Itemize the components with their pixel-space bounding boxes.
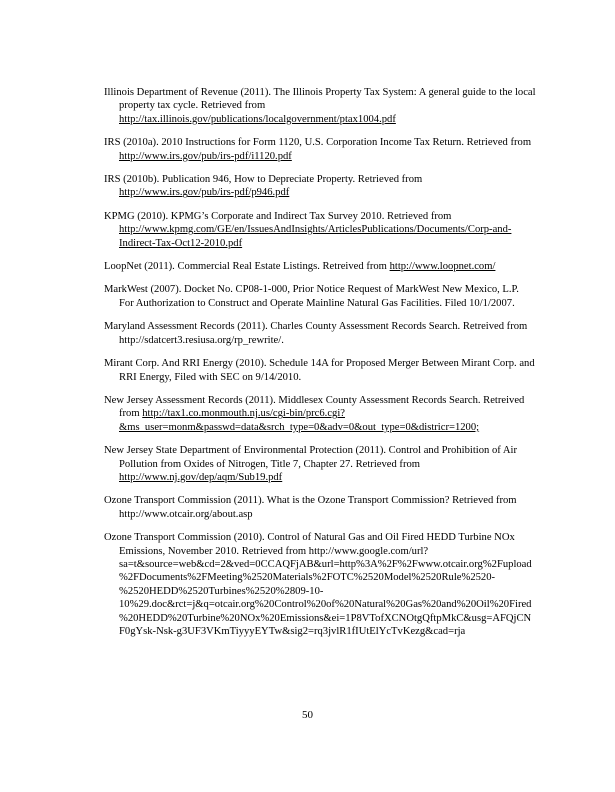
reference-text: Ozone Transport Commission (2010). Control of Natural Gas and Oil Fired HEDD Turbine NOx Emissions, November 2010. Retrieved from <box>104 532 515 557</box>
reference-url-link[interactable]: http://www.irs.gov/pub/irs-pdf/i1120.pdf <box>119 150 292 162</box>
reference-text: IRS (2010b). Publication 946, How to Depreciate Property. Retrieved from <box>104 174 423 186</box>
reference-text: Mirant Corp. And RRI Energy (2010). Schedule 14A for Proposed Merger Between Mirant Corp. and RRI Energy, Filed with SEC on 9/14/2010. <box>104 358 535 383</box>
reference-text: LoopNet (2011). Commercial Real Estate Listings. Retreived from <box>104 261 390 273</box>
reference-text: MarkWest (2007). Docket No. CP08-1-000, Prior Notice Request of MarkWest New Mexico, L.P. For Authorization to Construct and Operate Mainline Natural Gas Facilities. Filed 10/1/2007. <box>104 284 519 309</box>
reference-entry <box>104 86 536 126</box>
reference-entry <box>104 173 536 200</box>
reference-text: IRS (2010a). 2010 Instructions for Form 1120, U.S. Corporation Income Tax Return. Retrieved from <box>104 137 532 149</box>
reference-url-link[interactable]: http://www.kpmg.com/GE/en/IssuesAndInsights/ArticlesPublications/Documents/Corp-and-Indirect-Tax-Oct12-2010.pdf <box>119 224 512 249</box>
reference-url-text: http://www.google.com/url?sa=t&source=web&cd=2&ved=0CCAQFjAB&url=http%3A%2F%2Fwww.otcair.org%2Fupload%2FDocuments%2FMeeting%2520Materials%2FOTC%2520Model%2520Rule%2520-%2520HEDD%2520Turbines%2520%2809-10-10%29.doc&rct=j&q=otcair.org%20Control%20of%20Natural%20Gas%20and%20Oil%20Fired%20HEDD%20Turbine%20NOx%20Emissions&ei=1P8VTofXCNOtgQftpMkC&usg=AFQjCNF0gYsk-Nsk-g3UF3VKmTiyyyEYTw&sig2=rq3jvlR1fIUtElYcTvKezg&cad=rja <box>119 545 532 637</box>
reference-text: Ozone Transport Commission (2011). What is the Ozone Transport Commission? Retrieved from <box>104 495 517 507</box>
reference-entry <box>104 210 536 250</box>
reference-url-link[interactable]: http://tax.illinois.gov/publications/localgovernment/ptax1004.pdf <box>119 113 396 125</box>
reference-url-link[interactable]: http://www.nj.gov/dep/aqm/Sub19.pdf <box>119 471 283 483</box>
reference-entry <box>104 394 536 434</box>
reference-url-text: http://www.otcair.org/about.asp <box>119 508 253 520</box>
reference-entry <box>104 357 536 384</box>
reference-entry <box>104 494 536 521</box>
reference-entry <box>104 444 536 484</box>
reference-entry <box>104 283 536 310</box>
reference-url-link[interactable]: http://www.loopnet.com/ <box>389 261 496 273</box>
reference-url-text: http://sdatcert3.resiusa.org/rp_rewrite/. <box>119 334 284 346</box>
reference-entry <box>104 320 536 347</box>
reference-text: New Jersey Assessment Records (2011). Middlesex County Assessment Records Search. Retreived from <box>104 394 525 420</box>
reference-url-link[interactable]: http://tax1.co.monmouth.nj.us/cgi-bin/prc6.cgi?&ms_user=monm&passwd=data&srch_type=0&adv=0&out_type=0&districr=1200; <box>119 408 480 433</box>
reference-text: Maryland Assessment Records (2011). Charles County Assessment Records Search. Retreived from <box>104 321 528 333</box>
reference-entry <box>104 260 536 273</box>
reference-text: New Jersey State Department of Environmental Protection (2011). Control and Prohibition of Air Pollution from Oxides of Nitrogen, Title 7, Chapter 27. Retrieved from <box>104 445 517 470</box>
reference-list <box>104 86 536 648</box>
reference-entry <box>104 136 536 163</box>
reference-text: KPMG (2010). KPMG’s Corporate and Indirect Tax Survey 2010. Retrieved from <box>104 210 452 222</box>
page-number: 50 <box>302 709 313 721</box>
reference-url-link[interactable]: http://www.irs.gov/pub/irs-pdf/p946.pdf <box>119 187 290 199</box>
reference-text: Illinois Department of Revenue (2011). The Illinois Property Tax System: A general guide to the local property tax cycle. Retrieved from <box>104 87 536 112</box>
reference-entry <box>104 531 536 638</box>
